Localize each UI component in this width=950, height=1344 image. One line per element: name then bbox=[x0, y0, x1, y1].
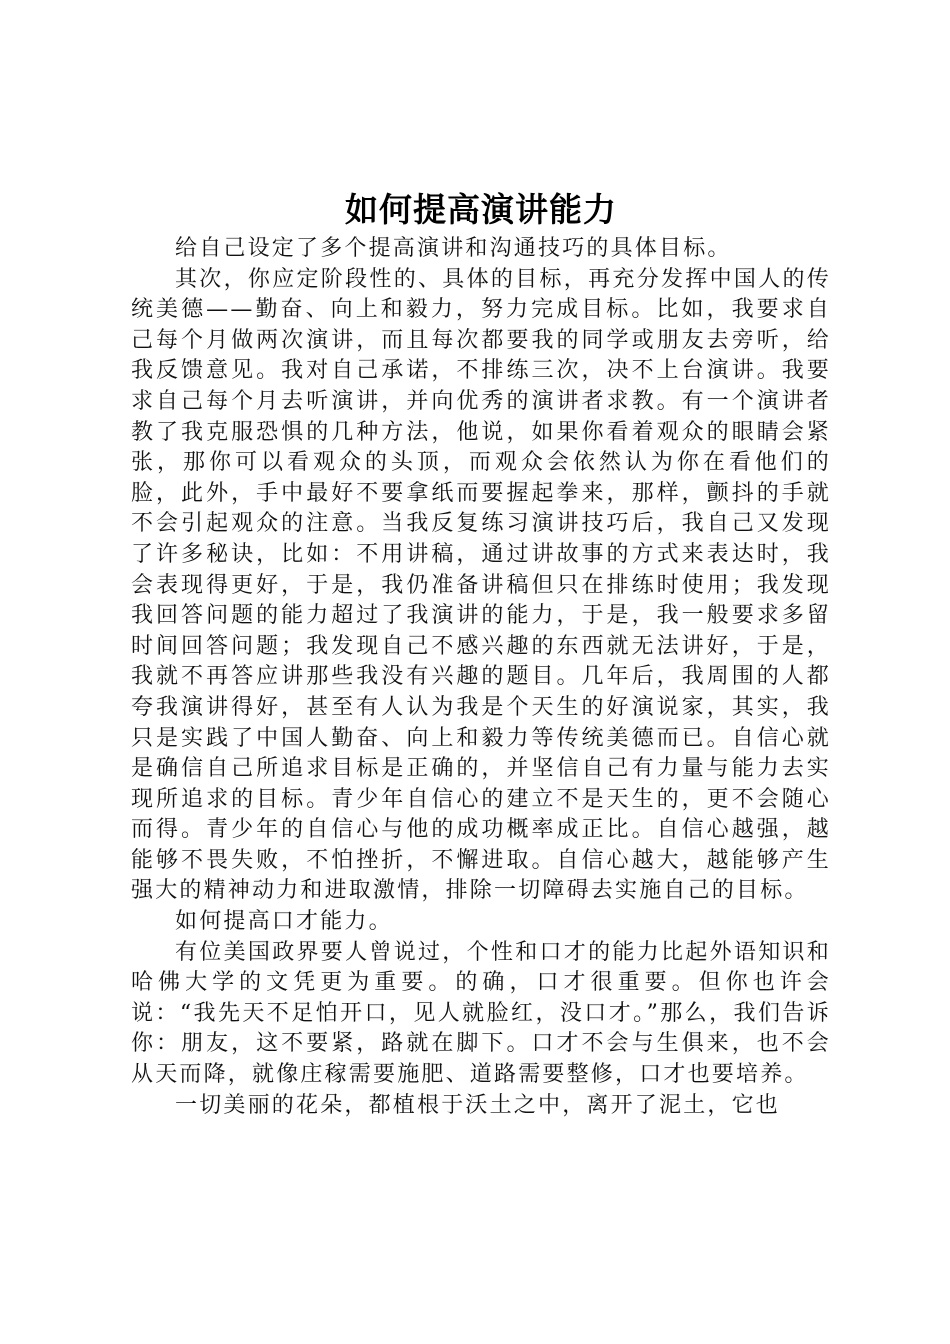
paragraph-goal-intro: 给自己设定了多个提高演讲和沟通技巧的具体目标。 bbox=[175, 236, 732, 261]
document-body bbox=[131, 186, 831, 1121]
paragraph-flowers: 一切美丽的花朵，都植根于沃土之中，离开了泥土，它也 bbox=[175, 1092, 781, 1118]
paragraph-stage-goals: 其次，你应定阶段性的、具体的目标，再充分发挥中国人的传统美德——勤奋、向上和毅力，努力完成目标。比如，我要求自己每个月做两次演讲，而且每次都要我的同学或朋友去旁听，给我反馈意见。我对自己承诺，不排练三次，决不上台演讲。我要求自己每个月去听演讲，并向优秀的演讲者求教。有一个演讲者教了我克服恐惧的几种方法，他说，如果你看着观众的眼睛会紧张，那你可以看观众的头顶，而观众会依然认为你在看他们的脸，此外，手中最好不要拿纸而要握起拳来，那样，颤抖的手就不会引起观众的注意。当我反复练习演讲技巧后，我自己又发现了许多秘诀，比如：不用讲稿，通过讲故事的方式来表达时，我会表现得更好，于是，我仍准备讲稿但只在排练时使用；我发现我回答问题的能力超过了我演讲的能力，于是，我一般要求多留时间回答问题；我发现自己不感兴趣的东西就无法讲好，于是，我就不再答应讲那些我没有兴趣的题目。几年后，我周围的人都夸我演讲得好，甚至有人认为我是个天生的好演说家，其实，我只是实践了中国人勤奋、向上和毅力等传统美德而已。自信心就是确信自己所追求目标是正确的，并坚信自己有力量与能力去实现所追求的目标。青少年自信心的建立不是天生的，更不会随心而得。青少年的自信心与他的成功概率成正比。自信心越强，越能够不畏失败，不怕挫折，不懈进取。自信心越大，越能够产生强大的精神动力和进取激情，排除一切障碍去实施自己的目标。 bbox=[131, 266, 831, 904]
paragraph-eloquence-importance: 有位美国政界要人曾说过，个性和口才的能力比起外语知识和哈佛大学的文凭更为重要。的确，口才很重要。但你也许会说：“我先天不足怕开口，见人就脸红，没口才。”那么，我们告诉你：朋友，这不要紧，路就在脚下。口才不会与生俱来，也不会从天而降，就像庄稼需要施肥、道路需要整修，口才也要培养。 bbox=[131, 939, 831, 1088]
paragraph-eloquence-heading: 如何提高口才能力。 bbox=[175, 909, 393, 935]
document-title: 如何提高演讲能力 bbox=[345, 190, 617, 229]
